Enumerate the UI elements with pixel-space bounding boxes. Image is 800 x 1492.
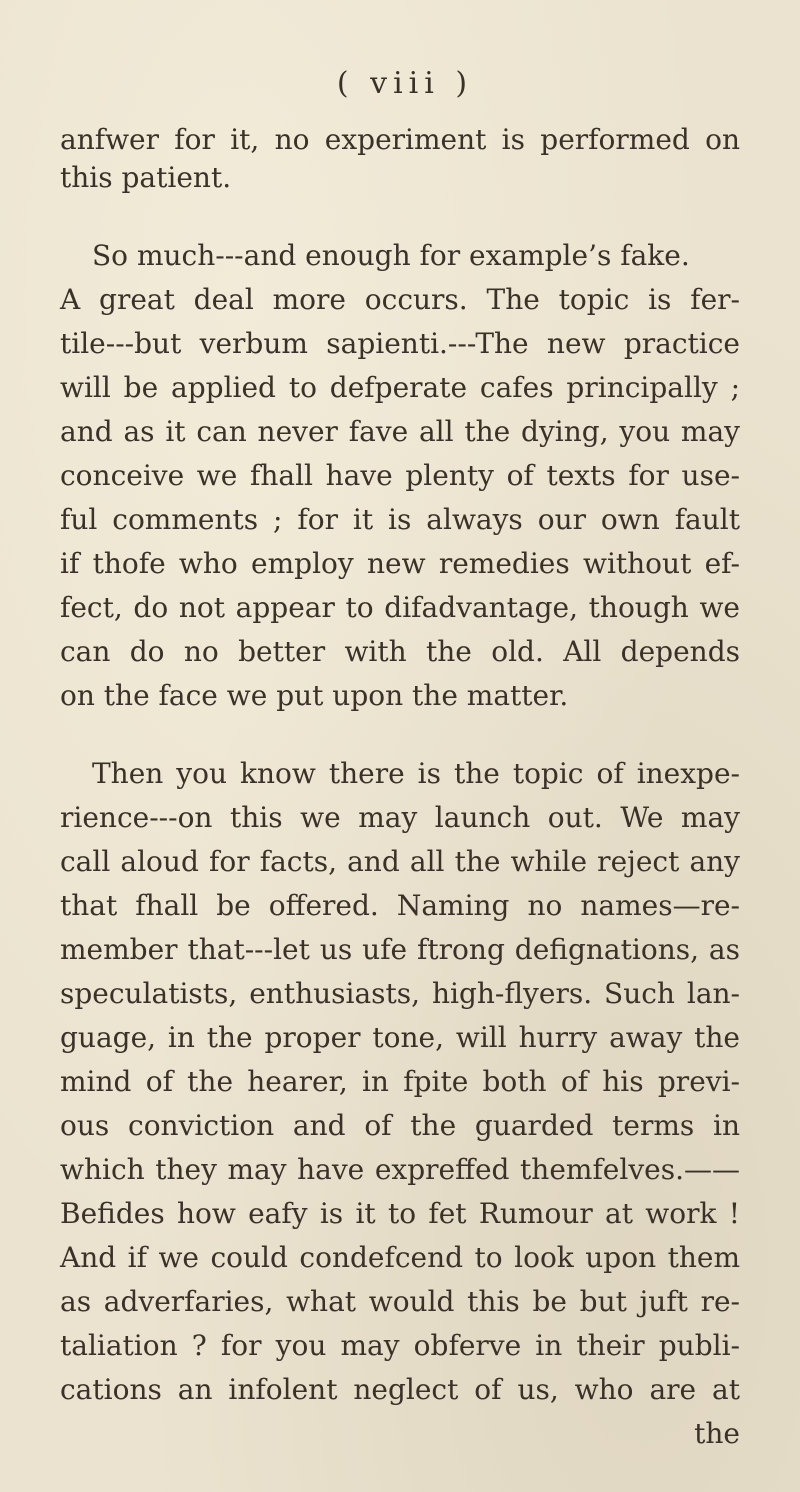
text-line-18: member that---let us ufe ftrong defignations, as bbox=[60, 933, 740, 966]
text-line-6: will be applied to defperate cafes principally ; bbox=[60, 371, 740, 404]
text-line-9: ful comments ; for it is always our own fault bbox=[60, 503, 740, 536]
text-line-7: and as it can never fave all the dying, you may bbox=[60, 415, 740, 448]
text-line-23: which they may have expreffed themfelves.—— bbox=[60, 1153, 740, 1186]
text-line-10: if thofe who employ new remedies without ef- bbox=[60, 547, 740, 580]
text-line-27: taliation ? for you may obferve in their publi- bbox=[60, 1329, 740, 1362]
catchword: the bbox=[694, 1417, 740, 1450]
text-line-2: this patient. bbox=[60, 161, 232, 194]
text-line-25: And if we could condefcend to look upon them bbox=[60, 1241, 740, 1274]
text-line-28: cations an infolent neglect of us, who are at bbox=[60, 1373, 740, 1406]
text-line-12: can do no better with the old. All depends bbox=[60, 635, 740, 668]
text-line-16: call aloud for facts, and all the while reject any bbox=[60, 845, 740, 878]
text-line-14: Then you know there is the topic of inexpe- bbox=[92, 757, 740, 790]
page-number: ( viii ) bbox=[336, 66, 474, 101]
text-line-5: tile---but verbum sapienti.---The new practice bbox=[60, 327, 740, 360]
text-line-4: A great deal more occurs. The topic is fer- bbox=[60, 283, 740, 316]
text-line-22: ous conviction and of the guarded terms in bbox=[60, 1109, 740, 1142]
text-line-17: that fhall be offered. Naming no names—re- bbox=[60, 889, 740, 922]
text-line-24: Befides how eafy is it to fet Rumour at work ! bbox=[60, 1197, 740, 1230]
text-line-21: mind of the hearer, in fpite both of his previ- bbox=[60, 1065, 740, 1098]
text-line-8: conceive we fhall have plenty of texts for use- bbox=[60, 459, 740, 492]
text-line-13: on the face we put upon the matter. bbox=[60, 679, 569, 712]
text-line-1: anfwer for it, no experiment is performed on bbox=[60, 123, 740, 156]
text-line-11: fect, do not appear to difadvantage, though we bbox=[60, 591, 740, 624]
text-line-26: as adverfaries, what would this be but juft re- bbox=[60, 1285, 740, 1318]
text-line-20: guage, in the proper tone, will hurry away the bbox=[60, 1021, 740, 1054]
text-line-15: rience---on this we may launch out. We may bbox=[60, 801, 740, 834]
text-line-3: So much---and enough for example’s fake. bbox=[92, 239, 690, 272]
text-line-19: speculatists, enthusiasts, high-flyers. Such lan- bbox=[60, 977, 740, 1010]
